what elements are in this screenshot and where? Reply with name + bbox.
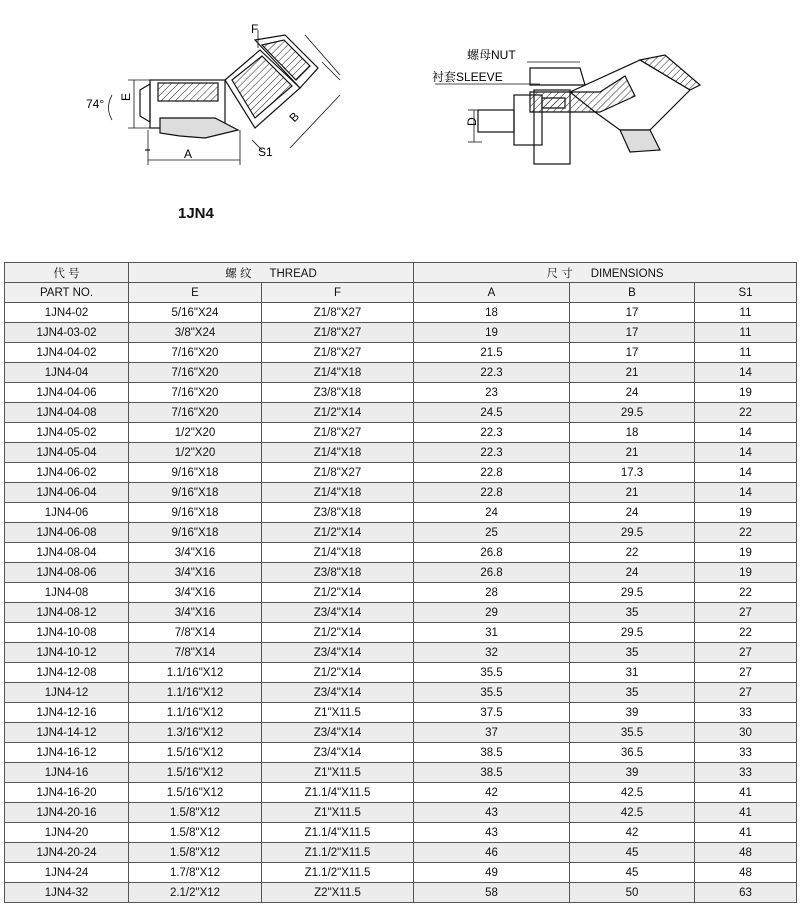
- s1-cell: 41: [695, 783, 797, 803]
- f-thread-cell: Z1/2"X14: [262, 403, 414, 423]
- b-cell: 36.5: [570, 743, 695, 763]
- a-cell: 38.5: [414, 743, 570, 763]
- s1-cell: 19: [695, 503, 797, 523]
- part-no-cell: 1JN4-16: [5, 763, 129, 783]
- a-cell: 43: [414, 803, 570, 823]
- model-label: 1JN4: [178, 205, 214, 222]
- table-row: [5, 583, 797, 603]
- dimension-e-label: E: [119, 92, 133, 101]
- b-cell: 31: [570, 663, 695, 683]
- table-row: [5, 803, 797, 823]
- s1-cell: 14: [695, 443, 797, 463]
- b-cell: 18: [570, 423, 695, 443]
- s1-cell: 19: [695, 543, 797, 563]
- part-no-cell: 1JN4-05-04: [5, 443, 129, 463]
- a-cell: 22.3: [414, 363, 570, 383]
- e-thread-cell: 1.1/16"X12: [129, 683, 262, 703]
- table-row: [5, 623, 797, 643]
- e-thread-cell: 1.5/16"X12: [129, 783, 262, 803]
- header-dimensions-en: DIMENSIONS: [590, 267, 664, 280]
- b-cell: 17: [570, 343, 695, 363]
- b-cell: 42.5: [570, 783, 695, 803]
- f-thread-cell: Z1/2"X14: [262, 583, 414, 603]
- b-cell: 29.5: [570, 623, 695, 643]
- e-thread-cell: 9/16"X18: [129, 483, 262, 503]
- f-thread-cell: Z1.1/2"X11.5: [262, 863, 414, 883]
- e-thread-cell: 1.5/16"X12: [129, 763, 262, 783]
- f-thread-cell: Z3/8"X18: [262, 563, 414, 583]
- a-cell: 42: [414, 783, 570, 803]
- e-thread-cell: 7/16"X20: [129, 403, 262, 423]
- table-row: [5, 843, 797, 863]
- b-cell: 24: [570, 503, 695, 523]
- e-thread-cell: 1/2"X20: [129, 423, 262, 443]
- header-e: E: [129, 283, 262, 303]
- a-cell: 26.8: [414, 563, 570, 583]
- a-cell: 37: [414, 723, 570, 743]
- table-row: [5, 863, 797, 883]
- a-cell: 22.3: [414, 443, 570, 463]
- header-dimensions: [414, 263, 797, 283]
- s1-cell: 41: [695, 823, 797, 843]
- e-thread-cell: 1.1/16"X12: [129, 703, 262, 723]
- f-thread-cell: Z1.1/4"X11.5: [262, 783, 414, 803]
- table-row: [5, 603, 797, 623]
- part-no-cell: 1JN4-24: [5, 863, 129, 883]
- s1-cell: 27: [695, 663, 797, 683]
- s1-cell: 27: [695, 643, 797, 663]
- table-row: [5, 383, 797, 403]
- table-row: [5, 303, 797, 323]
- part-no-cell: 1JN4-06-04: [5, 483, 129, 503]
- part-no-cell: 1JN4-06-08: [5, 523, 129, 543]
- part-no-cell: 1JN4-12-16: [5, 703, 129, 723]
- e-thread-cell: 2.1/2"X12: [129, 883, 262, 903]
- s1-cell: 30: [695, 723, 797, 743]
- s1-cell: 27: [695, 603, 797, 623]
- table-row: [5, 483, 797, 503]
- s1-cell: 33: [695, 763, 797, 783]
- part-no-cell: 1JN4-32: [5, 883, 129, 903]
- header-s1: S1: [695, 283, 797, 303]
- table-row: [5, 823, 797, 843]
- b-cell: 35: [570, 643, 695, 663]
- s1-cell: 27: [695, 683, 797, 703]
- f-thread-cell: Z1/8"X27: [262, 323, 414, 343]
- table-row: [5, 523, 797, 543]
- a-cell: 46: [414, 843, 570, 863]
- header-part-no: PART NO.: [5, 283, 129, 303]
- b-cell: 24: [570, 563, 695, 583]
- a-cell: 37.5: [414, 703, 570, 723]
- e-thread-cell: 9/16"X18: [129, 503, 262, 523]
- table-row: [5, 423, 797, 443]
- a-cell: 32: [414, 643, 570, 663]
- s1-cell: 22: [695, 523, 797, 543]
- table-row: [5, 883, 797, 903]
- table-row: [5, 363, 797, 383]
- s1-cell: 33: [695, 743, 797, 763]
- b-cell: 29.5: [570, 523, 695, 543]
- b-cell: 35: [570, 603, 695, 623]
- table-row: [5, 783, 797, 803]
- header-thread-cn: 螺 纹: [225, 267, 252, 280]
- part-no-cell: 1JN4-02: [5, 303, 129, 323]
- part-no-cell: 1JN4-08-06: [5, 563, 129, 583]
- f-thread-cell: Z1/2"X14: [262, 663, 414, 683]
- e-thread-cell: 7/8"X14: [129, 643, 262, 663]
- b-cell: 21: [570, 483, 695, 503]
- b-cell: 50: [570, 883, 695, 903]
- f-thread-cell: Z1"X11.5: [262, 763, 414, 783]
- table-row: [5, 343, 797, 363]
- a-cell: 19: [414, 323, 570, 343]
- s1-cell: 33: [695, 703, 797, 723]
- a-cell: 29: [414, 603, 570, 623]
- dimensions-table: [4, 262, 797, 903]
- part-no-cell: 1JN4-03-02: [5, 323, 129, 343]
- part-no-cell: 1JN4-04-02: [5, 343, 129, 363]
- s1-cell: 22: [695, 623, 797, 643]
- table-row: [5, 683, 797, 703]
- part-no-cell: 1JN4-05-02: [5, 423, 129, 443]
- b-cell: 42.5: [570, 803, 695, 823]
- f-thread-cell: Z1/2"X14: [262, 623, 414, 643]
- part-no-cell: 1JN4-20-16: [5, 803, 129, 823]
- a-cell: 35.5: [414, 663, 570, 683]
- part-no-cell: 1JN4-10-08: [5, 623, 129, 643]
- a-cell: 31: [414, 623, 570, 643]
- s1-cell: 48: [695, 843, 797, 863]
- header-thread: [129, 263, 414, 283]
- table-row: [5, 323, 797, 343]
- a-cell: 58: [414, 883, 570, 903]
- sleeve-label: 衬套SLEEVE: [432, 70, 503, 84]
- s1-cell: 19: [695, 563, 797, 583]
- dimension-d-label: D: [465, 117, 479, 126]
- dimension-s1-label: S1: [258, 145, 273, 159]
- s1-cell: 63: [695, 883, 797, 903]
- s1-cell: 22: [695, 583, 797, 603]
- part-no-cell: 1JN4-16-12: [5, 743, 129, 763]
- a-cell: 23: [414, 383, 570, 403]
- part-no-cell: 1JN4-04-06: [5, 383, 129, 403]
- part-no-cell: 1JN4-10-12: [5, 643, 129, 663]
- table-row: [5, 463, 797, 483]
- e-thread-cell: 1.3/16"X12: [129, 723, 262, 743]
- f-thread-cell: Z1/8"X27: [262, 303, 414, 323]
- b-cell: 24: [570, 383, 695, 403]
- header-dimensions-cn: 尺 寸: [546, 267, 573, 280]
- table-body: [5, 303, 797, 903]
- header-code-cn: 代 号: [5, 263, 129, 283]
- e-thread-cell: 3/4"X16: [129, 603, 262, 623]
- e-thread-cell: 1.1/16"X12: [129, 663, 262, 683]
- f-thread-cell: Z1"X11.5: [262, 703, 414, 723]
- e-thread-cell: 7/8"X14: [129, 623, 262, 643]
- nut-label: 螺母NUT: [467, 48, 516, 62]
- part-no-cell: 1JN4-08-04: [5, 543, 129, 563]
- e-thread-cell: 1.7/8"X12: [129, 863, 262, 883]
- s1-cell: 14: [695, 363, 797, 383]
- s1-cell: 11: [695, 303, 797, 323]
- f-thread-cell: Z1/4"X18: [262, 543, 414, 563]
- b-cell: 17: [570, 303, 695, 323]
- f-thread-cell: Z1/8"X27: [262, 343, 414, 363]
- a-cell: 43: [414, 823, 570, 843]
- b-cell: 39: [570, 703, 695, 723]
- e-thread-cell: 1.5/8"X12: [129, 823, 262, 843]
- a-cell: 26.8: [414, 543, 570, 563]
- part-no-cell: 1JN4-04-08: [5, 403, 129, 423]
- header-f: F: [262, 283, 414, 303]
- e-thread-cell: 1.5/8"X12: [129, 843, 262, 863]
- s1-cell: 14: [695, 483, 797, 503]
- f-thread-cell: Z3/8"X18: [262, 383, 414, 403]
- e-thread-cell: 9/16"X18: [129, 523, 262, 543]
- s1-cell: 14: [695, 463, 797, 483]
- s1-cell: 22: [695, 403, 797, 423]
- a-cell: 24.5: [414, 403, 570, 423]
- part-no-cell: 1JN4-04: [5, 363, 129, 383]
- table-row: [5, 703, 797, 723]
- b-cell: 45: [570, 843, 695, 863]
- e-thread-cell: 1.5/8"X12: [129, 803, 262, 823]
- table-row: [5, 643, 797, 663]
- f-thread-cell: Z2"X11.5: [262, 883, 414, 903]
- b-cell: 45: [570, 863, 695, 883]
- e-thread-cell: 3/4"X16: [129, 563, 262, 583]
- a-cell: 28: [414, 583, 570, 603]
- part-no-cell: 1JN4-12-08: [5, 663, 129, 683]
- f-thread-cell: Z1/4"X18: [262, 483, 414, 503]
- header-thread-en: THREAD: [269, 267, 317, 280]
- f-thread-cell: Z1/2"X14: [262, 523, 414, 543]
- part-no-cell: 1JN4-06-02: [5, 463, 129, 483]
- dimension-a-label: A: [184, 147, 193, 161]
- fitting-drawing: [0, 0, 800, 240]
- e-thread-cell: 3/4"X16: [129, 583, 262, 603]
- f-thread-cell: Z3/4"X14: [262, 723, 414, 743]
- header-b: B: [570, 283, 695, 303]
- a-cell: 38.5: [414, 763, 570, 783]
- e-thread-cell: 3/8"X24: [129, 323, 262, 343]
- part-no-cell: 1JN4-20: [5, 823, 129, 843]
- s1-cell: 48: [695, 863, 797, 883]
- s1-cell: 14: [695, 423, 797, 443]
- e-thread-cell: 5/16"X24: [129, 303, 262, 323]
- b-cell: 21: [570, 363, 695, 383]
- part-no-cell: 1JN4-16-20: [5, 783, 129, 803]
- f-thread-cell: Z1/4"X18: [262, 363, 414, 383]
- header-a: A: [414, 283, 570, 303]
- b-cell: 29.5: [570, 403, 695, 423]
- e-thread-cell: 7/16"X20: [129, 363, 262, 383]
- a-cell: 22.3: [414, 423, 570, 443]
- f-thread-cell: Z1/8"X27: [262, 463, 414, 483]
- f-thread-cell: Z1.1/4"X11.5: [262, 823, 414, 843]
- s1-cell: 41: [695, 803, 797, 823]
- a-cell: 25: [414, 523, 570, 543]
- elbow-side-view: [109, 30, 341, 165]
- f-thread-cell: Z3/4"X14: [262, 743, 414, 763]
- e-thread-cell: 1/2"X20: [129, 443, 262, 463]
- b-cell: 35: [570, 683, 695, 703]
- f-thread-cell: Z3/4"X14: [262, 603, 414, 623]
- a-cell: 22.8: [414, 483, 570, 503]
- table-row: [5, 723, 797, 743]
- b-cell: 39: [570, 763, 695, 783]
- table-row: [5, 403, 797, 423]
- f-thread-cell: Z3/4"X14: [262, 683, 414, 703]
- table-row: [5, 663, 797, 683]
- table-row: [5, 503, 797, 523]
- part-no-cell: 1JN4-20-24: [5, 843, 129, 863]
- b-cell: 29.5: [570, 583, 695, 603]
- part-no-cell: 1JN4-06: [5, 503, 129, 523]
- f-thread-cell: Z3/4"X14: [262, 643, 414, 663]
- b-cell: 21: [570, 443, 695, 463]
- b-cell: 22: [570, 543, 695, 563]
- a-cell: 49: [414, 863, 570, 883]
- part-no-cell: 1JN4-14-12: [5, 723, 129, 743]
- f-thread-cell: Z1/4"X18: [262, 443, 414, 463]
- s1-cell: 11: [695, 323, 797, 343]
- dimension-b-label: B: [286, 109, 303, 125]
- f-thread-cell: Z1.1/2"X11.5: [262, 843, 414, 863]
- a-cell: 24: [414, 503, 570, 523]
- b-cell: 17: [570, 323, 695, 343]
- e-thread-cell: 3/4"X16: [129, 543, 262, 563]
- a-cell: 18: [414, 303, 570, 323]
- b-cell: 42: [570, 823, 695, 843]
- e-thread-cell: 7/16"X20: [129, 343, 262, 363]
- table-row: [5, 563, 797, 583]
- part-no-cell: 1JN4-08: [5, 583, 129, 603]
- part-no-cell: 1JN4-12: [5, 683, 129, 703]
- b-cell: 35.5: [570, 723, 695, 743]
- a-cell: 21.5: [414, 343, 570, 363]
- s1-cell: 11: [695, 343, 797, 363]
- e-thread-cell: 7/16"X20: [129, 383, 262, 403]
- e-thread-cell: 1.5/16"X12: [129, 743, 262, 763]
- part-no-cell: 1JN4-08-12: [5, 603, 129, 623]
- a-cell: 35.5: [414, 683, 570, 703]
- a-cell: 22.8: [414, 463, 570, 483]
- table-row: [5, 543, 797, 563]
- angle-label: 74°: [86, 97, 105, 111]
- f-thread-cell: Z1/8"X27: [262, 423, 414, 443]
- b-cell: 17.3: [570, 463, 695, 483]
- table-row: [5, 763, 797, 783]
- table-row: [5, 743, 797, 763]
- e-thread-cell: 9/16"X18: [129, 463, 262, 483]
- dimension-f-label: F: [251, 22, 259, 36]
- s1-cell: 19: [695, 383, 797, 403]
- table-row: [5, 443, 797, 463]
- f-thread-cell: Z3/8"X18: [262, 503, 414, 523]
- f-thread-cell: Z1"X11.5: [262, 803, 414, 823]
